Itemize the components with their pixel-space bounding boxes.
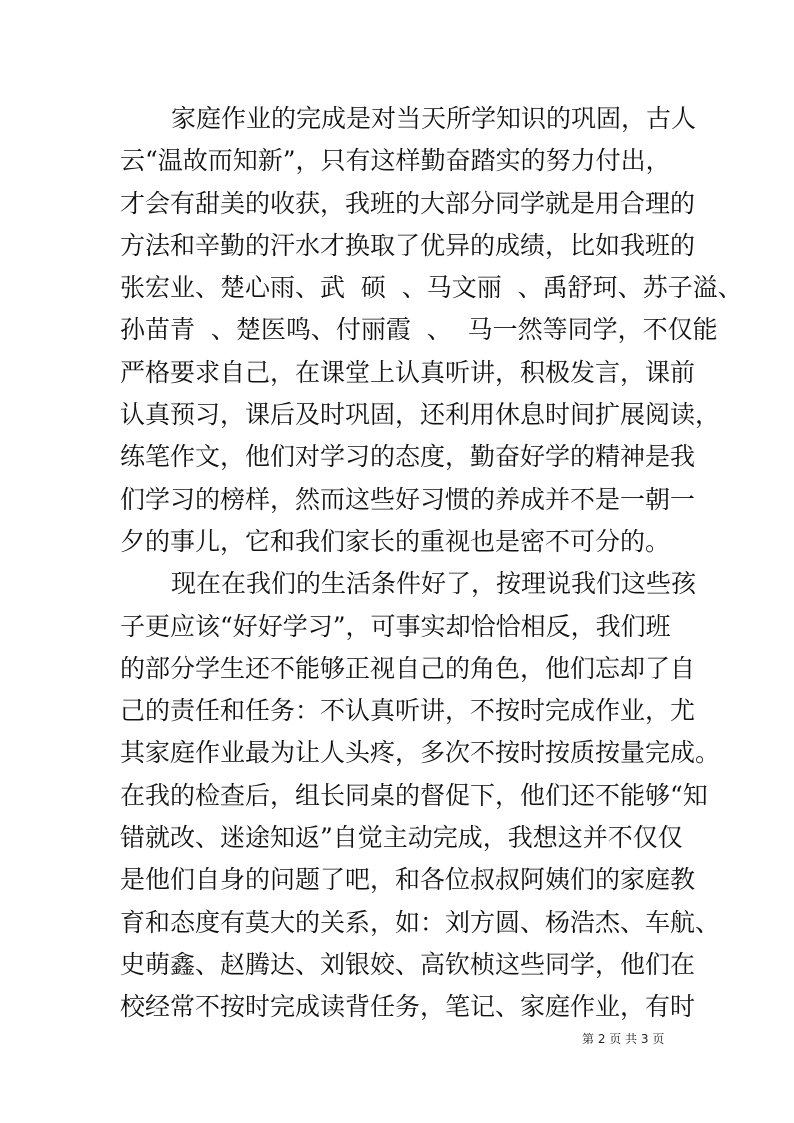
paragraph-1-line-11: 夕的事儿，它和我们家长的重视也是密不可分的。: [120, 526, 671, 556]
body-text: [120, 98, 743, 1029]
paragraph-1-line-5: 张宏业、楚心雨、武 硕 、马文丽 、禹舒珂、苏子溢、: [120, 273, 743, 303]
paragraph-1-line-8: 认真预习，课后及时巩固，还利用休息时间扩展阅读，: [120, 400, 721, 430]
paragraph-2-line-1: 现在在我们的生活条件好了，按理说我们这些孩: [171, 569, 697, 599]
paragraph-1-line-1: 家庭作业的完成是对当天所学知识的巩固，古人: [171, 104, 697, 133]
paragraph-1-line-3: 才会有甜美的收获，我班的大部分同学就是用合理的: [120, 188, 696, 218]
paragraph-2-line-2: 子更应该“好好学习”，可事实却恰恰相反，我们班: [120, 611, 671, 641]
paragraph-2-line-5: 其家庭作业最为让人头疼，多次不按时按质按量完成。: [120, 738, 721, 768]
paragraph-2-line-10: 史萌鑫、赵腾达、刘银姣、高钦桢这些同学，他们在: [120, 949, 696, 979]
paragraph-1-line-10: 们学习的榜样，然而这些好习惯的养成并不是一朝一: [120, 484, 696, 514]
paragraph-1-line-4: 方法和辛勤的汗水才换取了优异的成绩，比如我班的: [120, 230, 696, 260]
paragraph-2-line-11: 校经常不按时完成读背任务，笔记、家庭作业，有时: [120, 992, 696, 1022]
paragraph-1-line-6: 孙苗青 、楚医鸣、付丽霞 、 马一然等同学，不仅能: [120, 315, 718, 345]
paragraph-2-line-9: 育和态度有莫大的关系，如：刘方圆、杨浩杰、车航、: [120, 907, 721, 937]
paragraph-2-line-7: 错就改、迷途知返”自觉主动完成，我想这并不仅仅: [120, 823, 683, 853]
paragraph-2-line-3: 的部分学生还不能够正视自己的角色，他们忘却了自: [120, 653, 696, 683]
paragraph-1-line-7: 严格要求自己，在课堂上认真听讲，积极发言，课前: [120, 357, 696, 387]
page-number-footer: 第 2 页 共 3 页: [582, 1032, 665, 1046]
paragraph-1-line-2: 云“温故而知新”，只有这样勤奋踏实的努力付出，: [120, 146, 671, 176]
paragraph-2-line-8: 是他们自身的问题了吧，和各位叔叔阿姨们的家庭教: [120, 865, 696, 895]
paragraph-2-line-6: 在我的检查后，组长同桌的督促下，他们还不能够“知: [120, 780, 708, 810]
paragraph-1-line-9: 练笔作文，他们对学习的态度，勤奋好学的精神是我: [120, 442, 696, 472]
paragraph-2-line-4: 己的责任和任务：不认真听讲，不按时完成作业，尤: [120, 696, 696, 726]
